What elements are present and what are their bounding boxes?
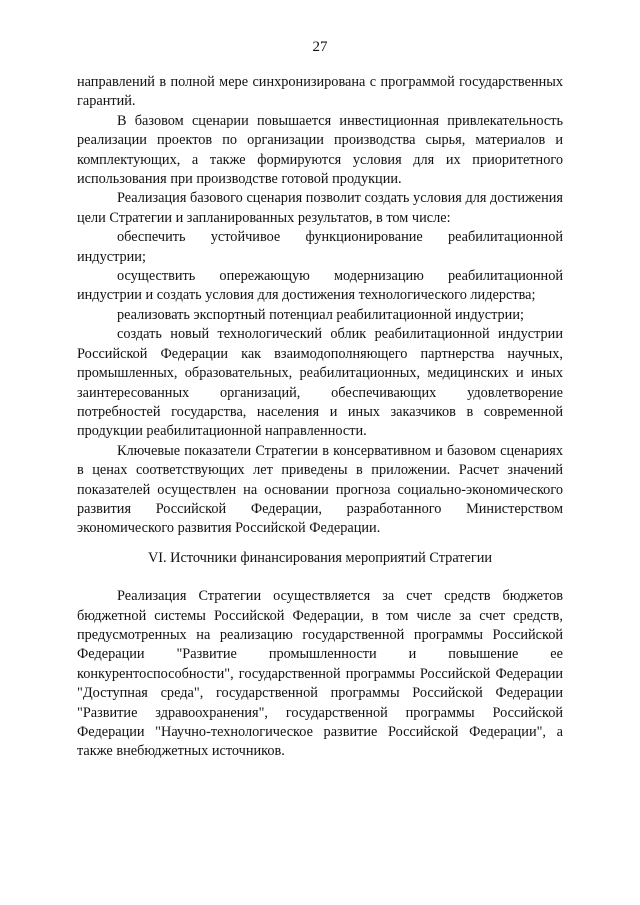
section-heading: VI. Источники финансирования мероприятий Стратегии: [147, 549, 493, 566]
page-body: [77, 73, 563, 762]
paragraph-implementation: Реализация базового сценария позволит создать условия для достижения цели Стратегии и запланированных результатов, в том числе:: [77, 190, 563, 226]
list-item-sustainability: обеспечить устойчивое функционирование реабилитационной индустрии;: [77, 229, 563, 265]
paragraph-financing: Реализация Стратегии осуществляется за счет средств бюджетов бюджетной системы Российской Федерации, в том числе за счет средств, предусмотренных на реализацию государственной программы Российской Федерации "Развитие промышленности и повышение ее конкурентоспособности", государственной программы Российской Федерации "Доступная среда", государственной программы Российской Федерации "Развитие здравоохранения", государственной программы Российской Федерации "Научно-технологическое развитие Российской Федерации", а также внебюджетных источников.: [77, 588, 563, 760]
list-item-technological-image: создать новый технологический облик реабилитационной индустрии Российской Федерации как взаимодополняющего партнерства научных, промышленных, образовательных, реабилитационных, медицинских и иных заинтересованных организаций, обеспечивающих удовлетворение потребностей государства, населения и иных заказчиков в современной продукции реабилитационной направленности.: [77, 326, 563, 440]
paragraph-base-scenario: В базовом сценарии повышается инвестиционная привлекательность реализации проектов по организации производства сырья, материалов и комплектующих, а также формируются условия для их приоритетного использования при производстве готовой продукции.: [77, 112, 563, 188]
page-number: 27: [312, 39, 328, 55]
list-item-export: реализовать экспортный потенциал реабилитационной индустрии;: [117, 306, 524, 323]
paragraph-key-indicators: Ключевые показатели Стратегии в консервативном и базовом сценариях в ценах соответствующих лет приведены в приложении. Расчет значений показателей осуществлен на основании прогноза социально-экономического развития Российской Федерации, разработанного Министерством экономического развития Российской Федерации.: [77, 442, 563, 537]
list-item-modernization: осуществить опережающую модернизацию реабилитационной индустрии и создать условия для достижения технологического лидерства;: [77, 268, 563, 304]
paragraph-continuation: направлений в полной мере синхронизирована с программой государственных гарантий.: [77, 74, 563, 110]
